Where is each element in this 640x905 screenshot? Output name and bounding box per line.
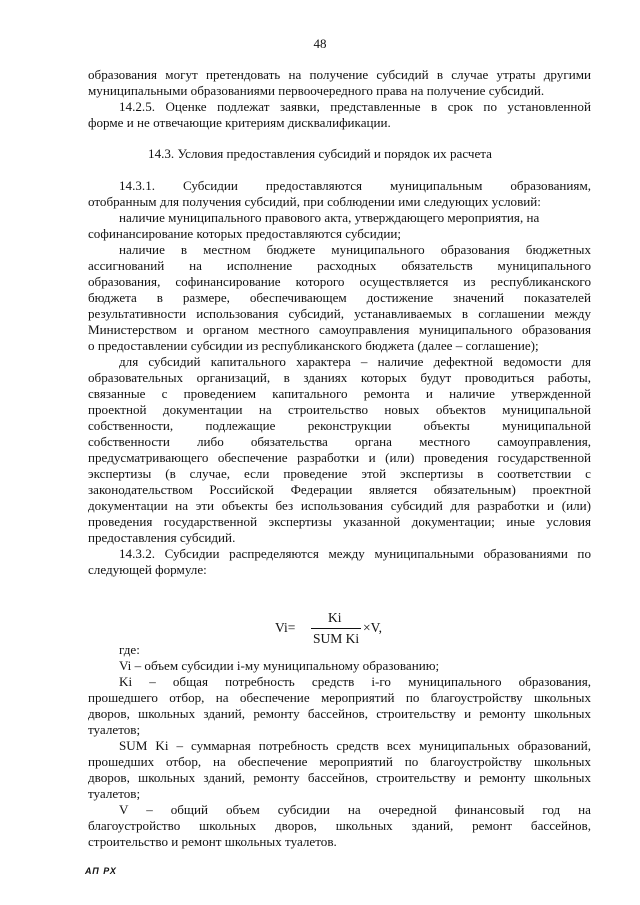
text-line: проведения государственной экспертизы указанной документации; иные условия bbox=[88, 514, 591, 529]
text-line: документации на эти объекты без использования субсидий для разработки и (или) bbox=[88, 498, 591, 513]
text-line: собственности, подлежащие реконструкции объекты муниципальной bbox=[88, 418, 591, 433]
text-line: о предоставлении субсидии из республиканского бюджета (далее – соглашение); bbox=[88, 338, 539, 353]
text-line: V – общий объем субсидии на очередной финансовый год на bbox=[119, 802, 591, 817]
text-line: где: bbox=[119, 642, 140, 657]
text-line: проектной документации на строительство новых объектов муниципальной bbox=[88, 402, 591, 417]
text-line: дворов, школьных зданий, ремонту бассейнов, строительству и ремонту школьных bbox=[88, 706, 591, 721]
text-line: софинансирование которых предоставляются субсидии; bbox=[88, 226, 402, 241]
text-line: туалетов; bbox=[88, 786, 141, 801]
formula-rhs: ×V, bbox=[363, 620, 382, 635]
page-number: 48 bbox=[313, 36, 327, 51]
text-line: SUM Ki – суммарная потребность средств всех муниципальных образований, bbox=[119, 738, 591, 753]
text-line: 14.2.5. Оценке подлежат заявки, представленные в срок по установленной bbox=[119, 99, 591, 114]
text-line: предусматривающего обеспечение разработки и (или) проведения государственной bbox=[88, 450, 591, 465]
text-line: ассигнований на исполнение расходных обязательств муниципального bbox=[88, 258, 591, 273]
text-line: для субсидий капитального характера – наличие дефектной ведомости для bbox=[119, 354, 591, 369]
text-line: форме и не отвечающие критериям дисквалификации. bbox=[88, 115, 391, 130]
text-line: бюджета в размере, обеспечивающем достижение значений показателей bbox=[88, 290, 591, 305]
text-line: дворов, школьных зданий, ремонту бассейнов, строительству и ремонту школьных bbox=[88, 770, 591, 785]
text-line: муниципальными образованиями первоочередного права на получение субсидий. bbox=[88, 83, 545, 98]
text-line: законодательством Российской Федерации является обязательным) проектной bbox=[88, 482, 591, 497]
distribution-formula bbox=[275, 610, 415, 646]
text-line: результативности использования субсидий, устанавливаемых в соглашении между bbox=[88, 306, 591, 321]
text-line: строительство и ремонт школьных туалетов. bbox=[88, 834, 337, 849]
formula-denominator: SUM Ki bbox=[313, 631, 360, 646]
text-line: образования, софинансирование которого осуществляется из республиканского bbox=[88, 274, 591, 289]
text-line: предоставления субсидий. bbox=[88, 530, 236, 545]
text-line: Министерством и органом местного самоуправления муниципального образования bbox=[88, 322, 591, 337]
text-line: туалетов; bbox=[88, 722, 141, 737]
text-line: наличие в местном бюджете муниципального образования бюджетных bbox=[119, 242, 591, 257]
fraction-bar bbox=[311, 628, 361, 629]
text-line: прошедших отбор, на обеспечение мероприятий по благоустройству школьных bbox=[88, 754, 591, 769]
text-line: 14.3.2. Субсидии распределяются между муниципальными образованиями по bbox=[119, 546, 591, 561]
footer-mark: АП РХ bbox=[85, 866, 117, 876]
text-line: наличие муниципального правового акта, утверждающего мероприятия, на bbox=[119, 210, 540, 225]
text-line: 14.3.1. Субсидии предоставляются муниципальным образованиям, bbox=[119, 178, 591, 193]
text-line: связанные с проведением капитального ремонта и наличие утвержденной bbox=[88, 386, 591, 401]
text-line: образования могут претендовать на получение субсидий в случае утраты другими bbox=[88, 67, 591, 82]
text-line: следующей формуле: bbox=[88, 562, 207, 577]
text-line: отобранным для получения субсидий, при соблюдении ими следующих условий: bbox=[88, 194, 541, 209]
text-line: Vi – объем субсидии i-му муниципальному образованию; bbox=[119, 658, 440, 673]
text-line: Ki – общая потребность средств i-го муниципального образования, bbox=[119, 674, 591, 689]
text-line: экспертизы (в случае, если проведение этой экспертизы в соответствии с bbox=[88, 466, 591, 481]
text-line: благоустройство школьных дворов, школьных зданий, ремонт бассейнов, bbox=[88, 818, 591, 833]
formula-numerator: Ki bbox=[328, 610, 342, 625]
text-line: образовательных организаций, в зданиях которых будут проводиться работы, bbox=[88, 370, 591, 385]
text-line: собственности либо обязательства органа местного самоуправления, bbox=[88, 434, 591, 449]
text-line: прошедшего отбор, на обеспечение мероприятий по благоустройству школьных bbox=[88, 690, 591, 705]
formula-lhs: Vi= bbox=[275, 620, 296, 635]
section-heading: 14.3. Условия предоставления субсидий и порядок их расчета bbox=[148, 146, 492, 161]
